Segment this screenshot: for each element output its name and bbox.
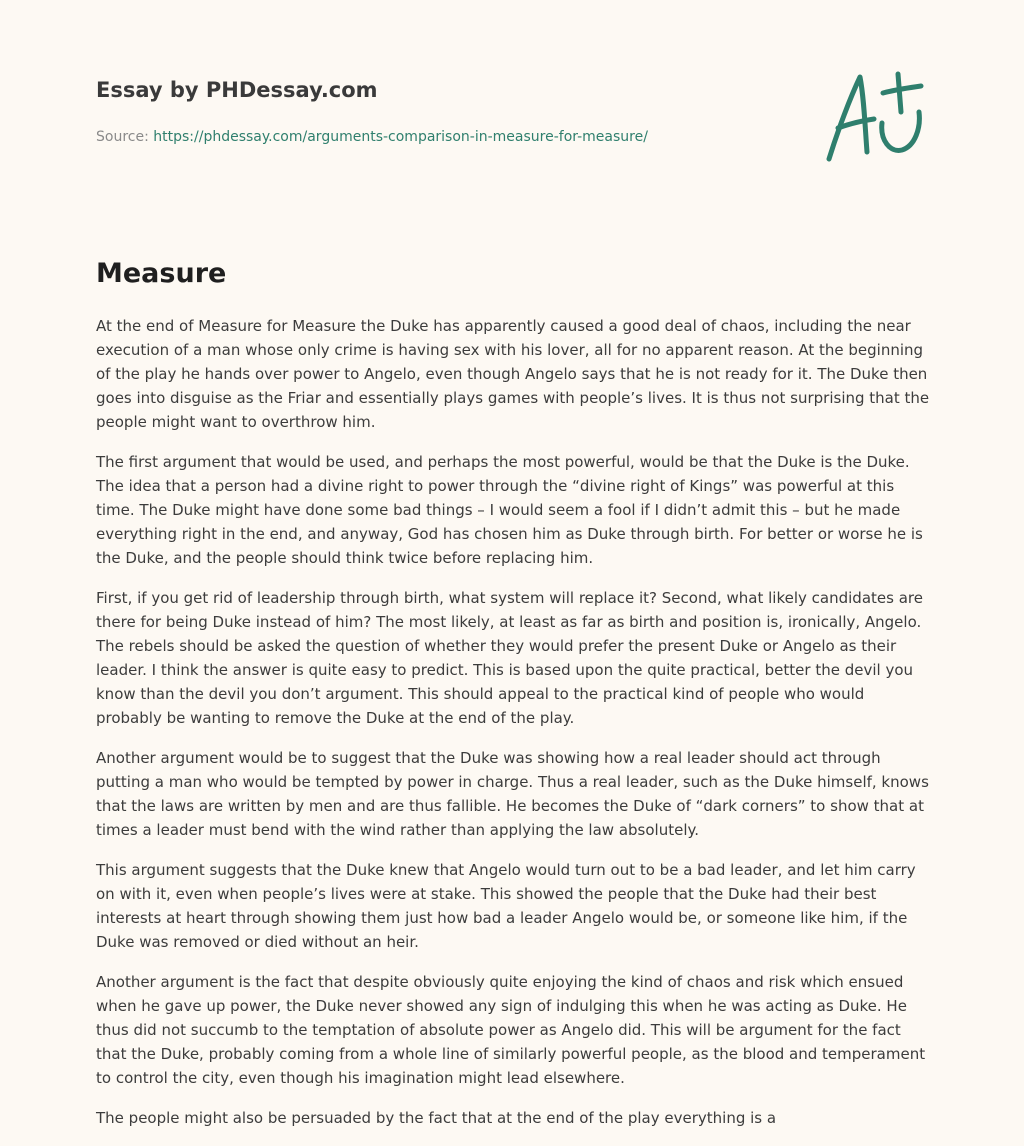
paragraph: Another argument would be to suggest that the Duke was showing how a real leader should act through putting a man who would be tempted by power in charge. Thus a real leader, such as the Duke himself, knows that the laws are written by men and are thus fallible. He becomes the Duke of “dark corners” to show that at times a leader must bend with the wind rather than applying the law absolutely. xyxy=(96,749,929,839)
a-plus-logo-svg xyxy=(822,68,928,164)
a-plus-logo-icon xyxy=(822,68,928,164)
paragraph: Another argument is the fact that despite obviously quite enjoying the kind of chaos and risk which ensued when he gave up power, the Duke never showed any sign of indulging this when he was acting as Duke. He thus did not succumb to the temptation of absolute power as Angelo did. This will be argument for the fact that the Duke, probably coming from a whole line of similarly powerful people, as the blood and temperament to control the city, even though his imagination might lead elsewhere. xyxy=(96,973,926,1087)
logo-plus-horizontal xyxy=(883,86,921,93)
paragraph: This argument suggests that the Duke knew that Angelo would turn out to be a bad leader, and let him carry on with it, even when people’s lives were at stake. This showed the people that the Duke had their best interests at heart through showing them just how bad a leader Angelo would be, or someone like him, if the Duke was removed or died without an heir. xyxy=(96,861,916,951)
paragraph: First, if you get rid of leadership through birth, what system will replace it? Second, what likely candidates are there for being Duke instead of him? The most likely, at least as far as birth and position is, ironically, Angelo. The rebels should be asked the question of whether they would prefer the present Duke or Angelo as their leader. I think the answer is quite easy to predict. This is based upon the quite practical, better the devil you know than the devil you don’t argument. This should appeal to the practical kind of people who would probably be wanting to remove the Duke at the end of the play. xyxy=(96,589,923,727)
article-body xyxy=(96,314,932,1146)
logo-plus-vertical xyxy=(898,74,901,112)
logo-loop xyxy=(882,112,920,150)
site-brand: Essay by PHDessay.com xyxy=(96,78,378,102)
logo-a-strokes xyxy=(829,77,867,159)
source-line xyxy=(96,127,796,147)
source-label: Source: xyxy=(96,129,154,145)
paragraph: At the end of Measure for Measure the Duke has apparently caused a good deal of chaos, including the near execution of a man whose only crime is having sex with his lover, all for no apparent reason. At the beginning of the play he hands over power to Angelo, even though Angelo says that he is not ready for it. The Duke then goes into disguise as the Friar and essentially plays games with people’s lives. It is thus not surprising that the people might want to overthrow him. xyxy=(96,317,930,431)
page-header xyxy=(96,76,796,147)
source-link[interactable]: https://phdessay.com/arguments-comparison-in-measure-for-measure/ xyxy=(153,129,648,145)
article-title: Measure xyxy=(96,258,227,289)
paragraph: The people might also be persuaded by the fact that at the end of the play everything is a xyxy=(96,1109,777,1127)
paragraph: The first argument that would be used, and perhaps the most powerful, would be that the Duke is the Duke. The idea that a person had a divine right to power through the “divine right of Kings” was powerful at this time. The Duke might have done some bad things – I would seem a fool if I didn’t admit this – but he made everything right in the end, and anyway, God has chosen him as Duke through birth. For better or worse he is the Duke, and the people should think twice before replacing him. xyxy=(96,453,923,567)
